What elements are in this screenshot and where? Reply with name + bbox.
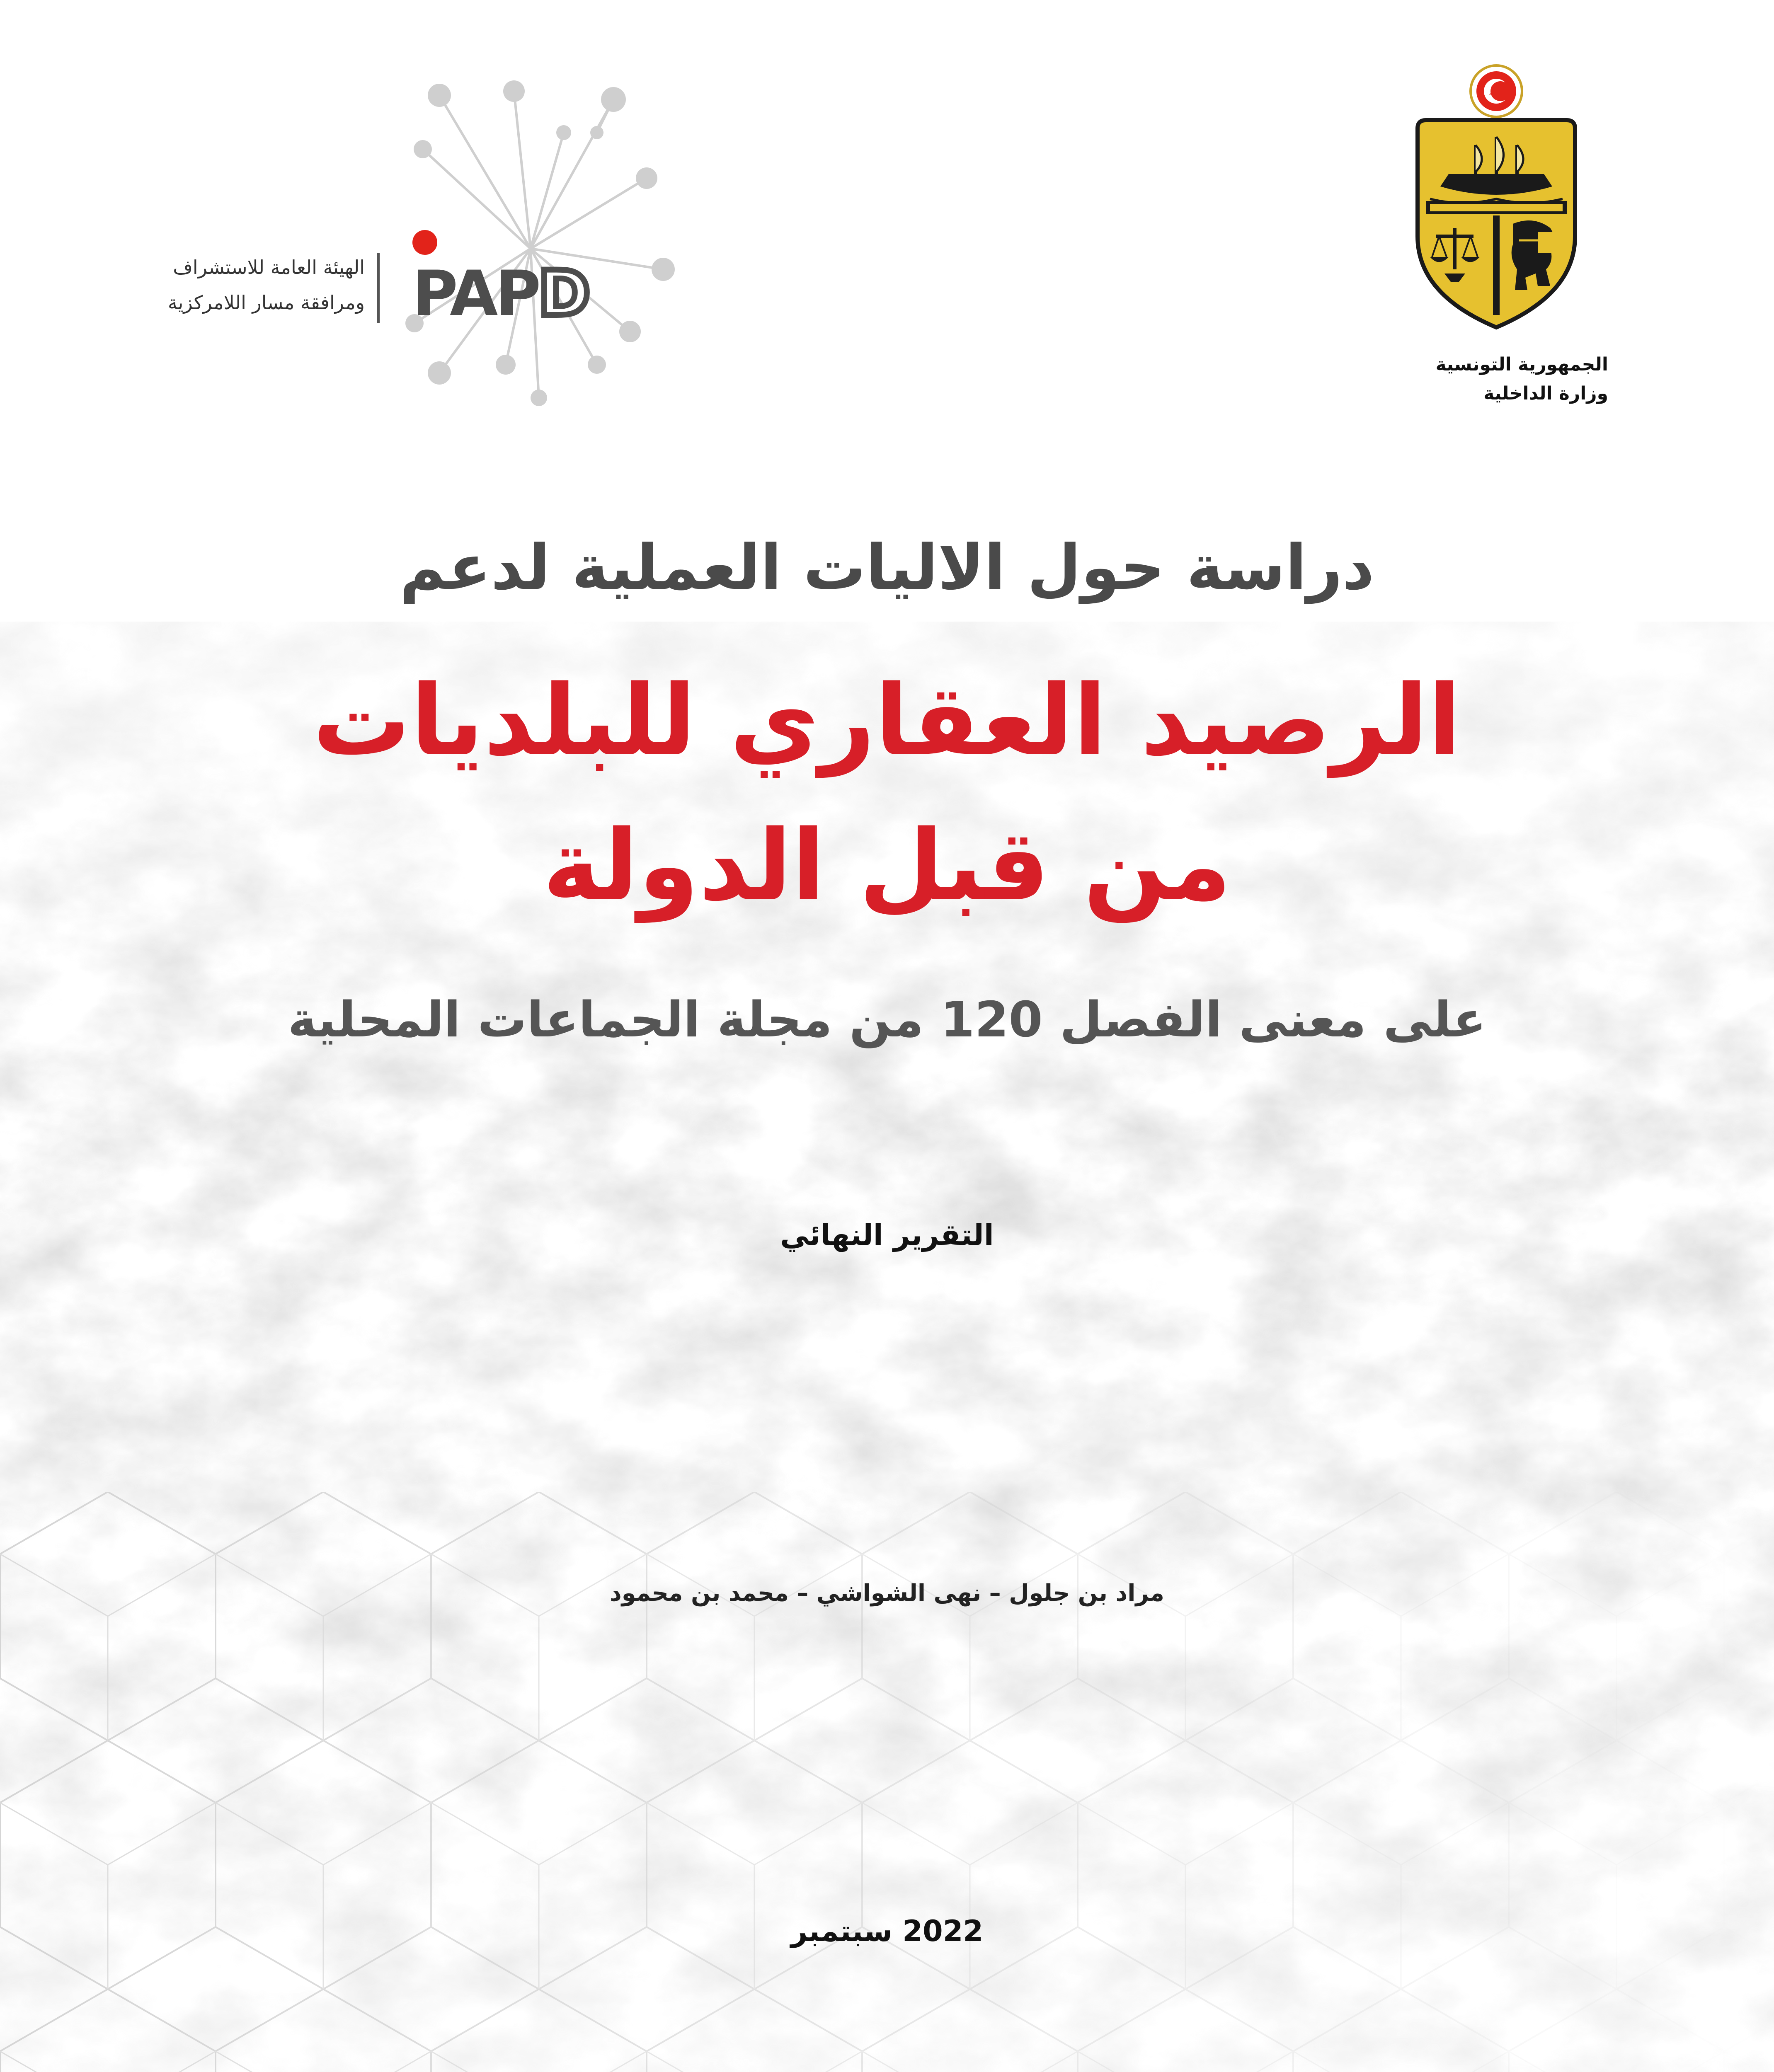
papd-caption-line-1: الهيئة العامة للاستشراف [173, 256, 365, 278]
emblem-caption-ministry: وزارة الداخلية [1483, 383, 1608, 404]
title-line-1: دراسة حول الاليات العملية لدعم [400, 532, 1374, 604]
authors: مراد بن جلول – نهى الشواشي – محمد بن محمود [610, 1580, 1164, 1607]
subtitle: على معنى الفصل 120 من مجلة الجماعات المحلية [288, 991, 1486, 1048]
papd-caption-line-2: ومرافقة مسار اللامركزية [167, 291, 365, 314]
emblem-caption-republic: الجمهورية التونسية [1435, 354, 1608, 375]
title-line-3: من قبل الدولة [543, 809, 1231, 922]
tunisia-coat-of-arms-icon [1401, 62, 1592, 336]
report-date: 2022 سبتمبر [790, 1914, 984, 1948]
papd-wordmark-logo [408, 195, 698, 319]
papd-divider [377, 253, 380, 323]
papd-wordmark-text [412, 258, 588, 319]
papd-wordmark-last: D [538, 258, 588, 319]
report-type: التقرير النهائي [780, 1218, 994, 1252]
title-line-2: الرصيد العقاري للبلديات [313, 664, 1461, 777]
papd-wordmark-main: PAP [412, 258, 539, 319]
papd-logo-block [99, 75, 680, 414]
ministry-emblem-block [1384, 62, 1608, 427]
